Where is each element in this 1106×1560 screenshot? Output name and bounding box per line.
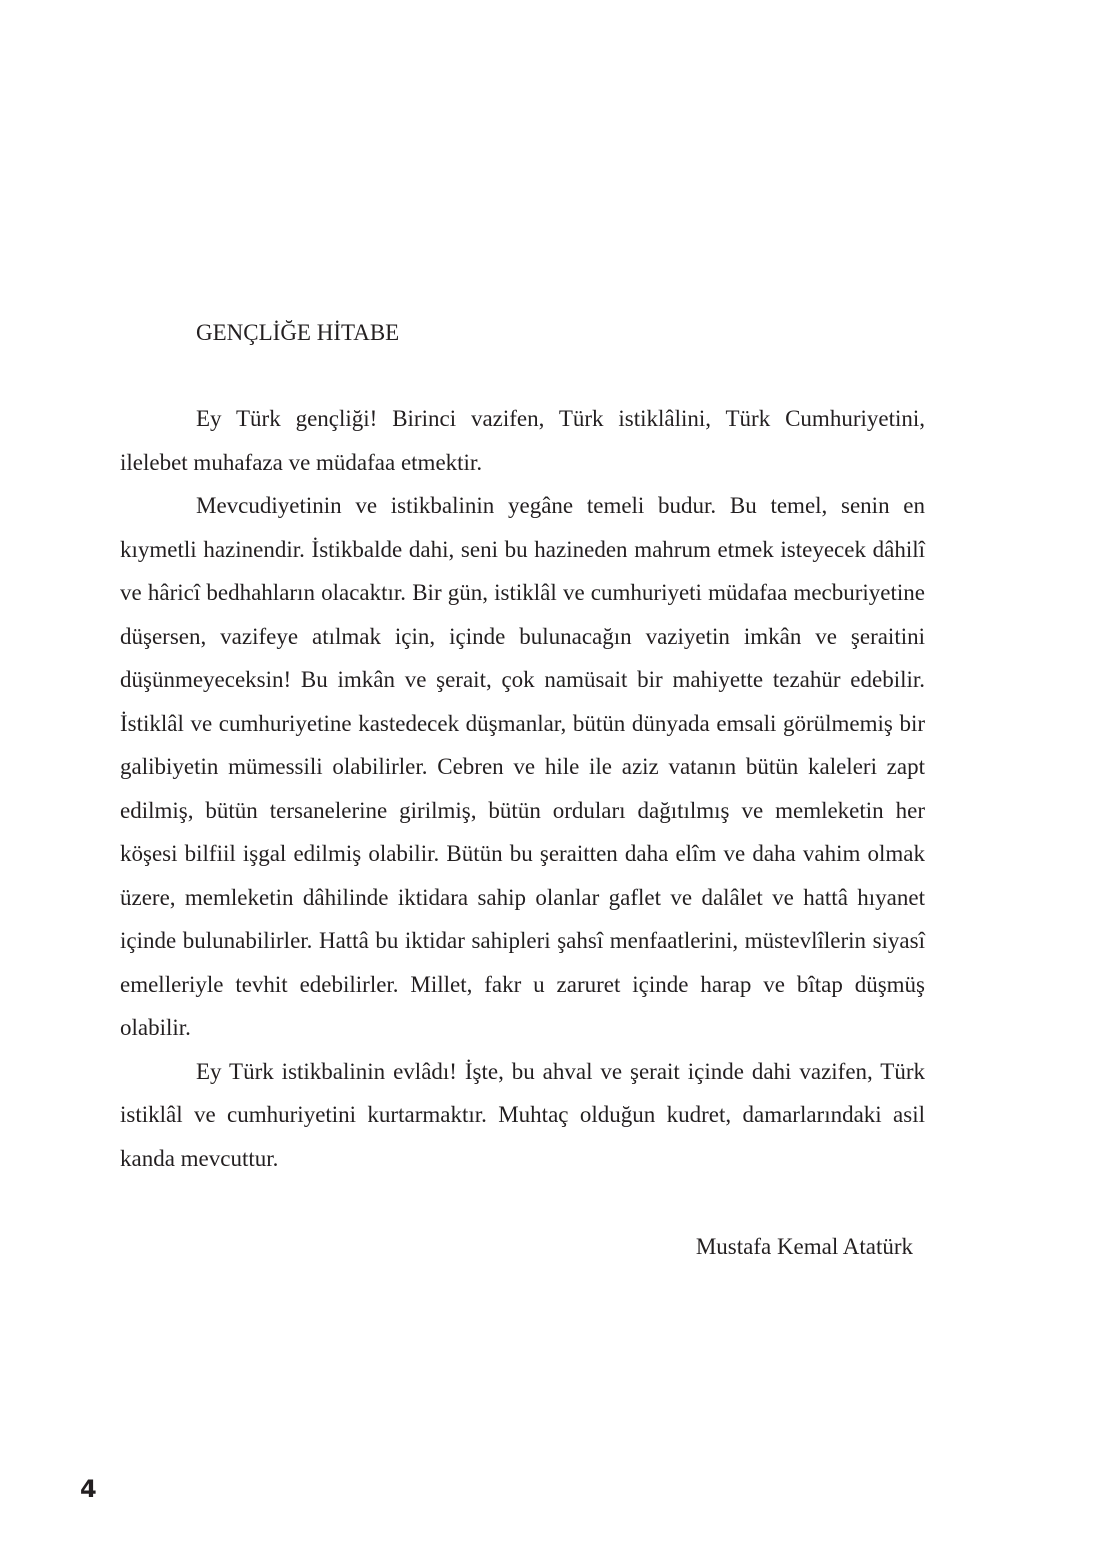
author-signature: Mustafa Kemal Atatürk bbox=[695, 1234, 913, 1259]
speech-body bbox=[120, 397, 925, 1180]
paragraph-2: Mevcudiyetinin ve istikbalinin yegâne temeli budur. Bu temel, senin en kıymetli hazinendir. İstikbalde dahi, seni bu hazineden mahrum etmek isteyecek dâhilî ve hâricî bedhahların olacaktır. Bir gün, istiklâl ve cumhuriyeti müdafaa mecburiyetine düşersen, vazifeye atılmak için, içinde bulunacağın vaziyetin imkân ve şeraitini düşünmeyeceksin! Bu imkân ve şerait, çok namüsait bir mahiyette tezahür edebilir. İstiklâl ve cumhuriyetine kastedecek düşmanlar, bütün dünyada emsali görülmemiş bir galibiyetin mümessili olabilirler. Cebren ve hile ile aziz vatanın bütün kaleleri zapt edilmiş, bütün tersanelerine girilmiş, bütün orduları dağıtılmış ve memleketin her köşesi bilfiil işgal edilmiş olabilir. Bütün bu şeraitten daha elîm ve daha vahim olmak üzere, memleketin dâhilinde iktidara sahip olanlar gaflet ve dalâlet ve hattâ hıyanet içinde bulunabilirler. Hattâ bu iktidar sahipleri şahsî menfaatlerini, müstevlîlerin siyasî emelleriyle tevhit edebilirler. Millet, fakr u zaruret içinde harap ve bîtap düşmüş olabilir. bbox=[120, 493, 925, 1040]
paragraph-3: Ey Türk istikbalinin evlâdı! İşte, bu ahval ve şerait içinde dahi vazifen, Türk istiklâl ve cumhuriyetini kurtarmaktır. Muhtaç olduğun kudret, damarlarındaki asil kanda mevcuttur. bbox=[120, 1058, 925, 1171]
page-title: GENÇLİĞE HİTABE bbox=[196, 320, 400, 345]
paragraph-1: Ey Türk gençliği! Birinci vazifen, Türk istiklâlini, Türk Cumhuriyetini, ilelebet muhafaza ve müdafaa etmektir. bbox=[120, 406, 925, 475]
page-number: 4 bbox=[80, 1475, 97, 1503]
